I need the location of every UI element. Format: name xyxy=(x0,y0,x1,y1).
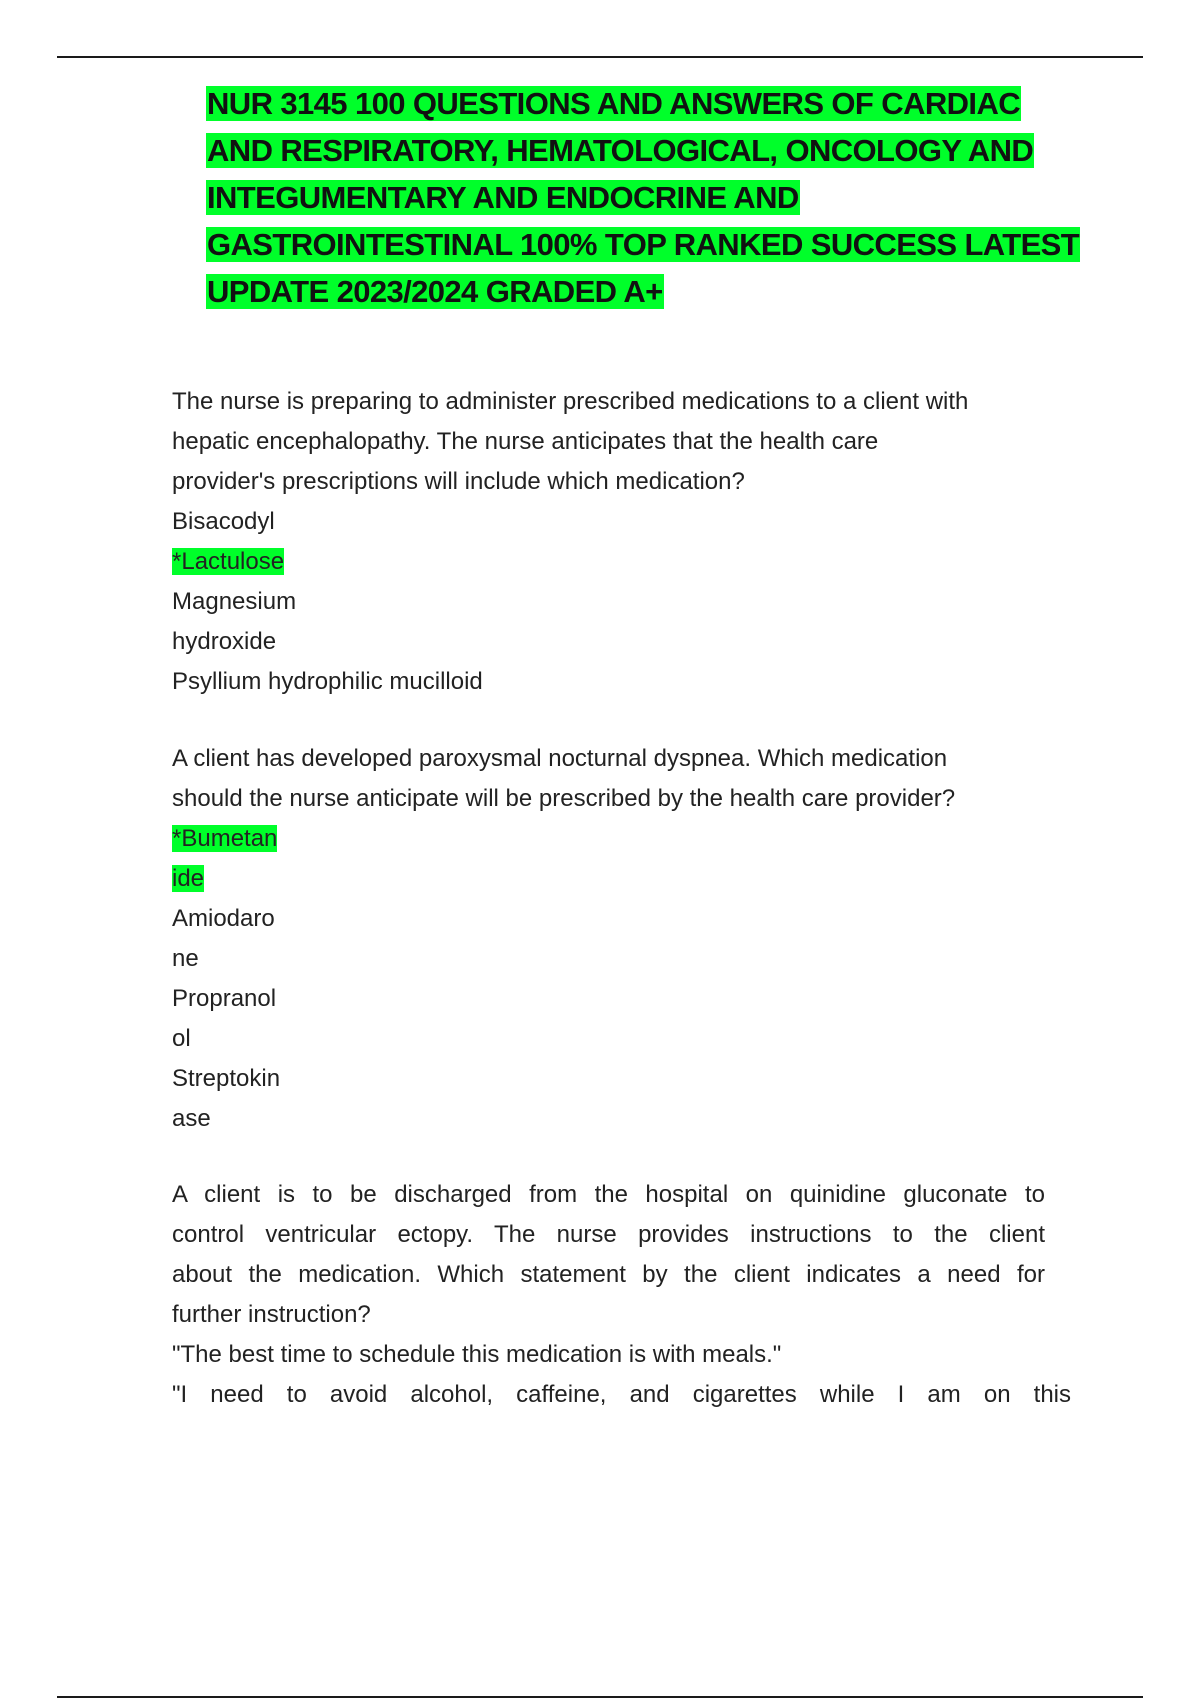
question-stem-line: A client has developed paroxysmal nocturnal dyspnea. Which medication xyxy=(172,745,948,772)
title-line: GASTROINTESTINAL 100% TOP RANKED SUCCESS LATEST xyxy=(207,227,1080,262)
top-rule xyxy=(57,56,1143,58)
question-3 xyxy=(172,1175,1072,1415)
answer-option: Streptokin xyxy=(172,1065,281,1092)
question-stem-line: provider's prescriptions will include which medication? xyxy=(172,468,745,495)
answer-option: Amiodaro xyxy=(172,905,275,932)
answer-option: "The best time to schedule this medication is with meals." xyxy=(172,1341,782,1368)
question-stem-line: hepatic encephalopathy. The nurse anticipates that the health care xyxy=(172,428,879,455)
answer-option: Magnesium xyxy=(172,588,297,615)
document-title xyxy=(206,80,1106,315)
bottom-rule xyxy=(57,1696,1143,1698)
question-stem-line: should the nurse anticipate will be prescribed by the health care provider? xyxy=(172,785,956,812)
answer-option: hydroxide xyxy=(172,628,277,655)
question-stem-line: about the medication. Which statement by the client indicates a need for xyxy=(172,1261,1045,1288)
question-stem-line: control ventricular ectopy. The nurse provides instructions to the client xyxy=(172,1221,1045,1248)
answer-option: ol xyxy=(172,1025,191,1052)
answer-option: ase xyxy=(172,1105,211,1132)
title-line: INTEGUMENTARY AND ENDOCRINE AND xyxy=(207,180,799,215)
correct-answer-highlight: ide xyxy=(172,865,205,892)
question-stem-line: The nurse is preparing to administer prescribed medications to a client with xyxy=(172,388,969,415)
answer-option: Bisacodyl xyxy=(172,508,275,535)
question-stem-line: A client is to be discharged from the hospital on quinidine gluconate to xyxy=(172,1181,1045,1208)
title-line: UPDATE 2023/2024 GRADED A+ xyxy=(207,274,663,309)
question-stem-line: further instruction? xyxy=(172,1301,371,1328)
title-line: AND RESPIRATORY, HEMATOLOGICAL, ONCOLOGY AND xyxy=(207,133,1034,168)
correct-answer-highlight: *Bumetan xyxy=(172,825,278,852)
correct-answer-highlight: *Lactulose xyxy=(172,548,285,575)
question-1 xyxy=(172,382,1072,702)
answer-option: "I need to avoid alcohol, caffeine, and cigarettes while I am on this xyxy=(172,1381,1071,1408)
title-line: NUR 3145 100 QUESTIONS AND ANSWERS OF CARDIAC xyxy=(207,86,1021,121)
answer-option: ne xyxy=(172,945,199,972)
answer-option: Propranol xyxy=(172,985,277,1012)
correct-answer-option xyxy=(172,819,1072,859)
correct-answer-option xyxy=(172,859,1072,899)
answer-option: Psyllium hydrophilic mucilloid xyxy=(172,668,483,695)
correct-answer-option xyxy=(172,542,1072,582)
question-2 xyxy=(172,739,1072,1139)
